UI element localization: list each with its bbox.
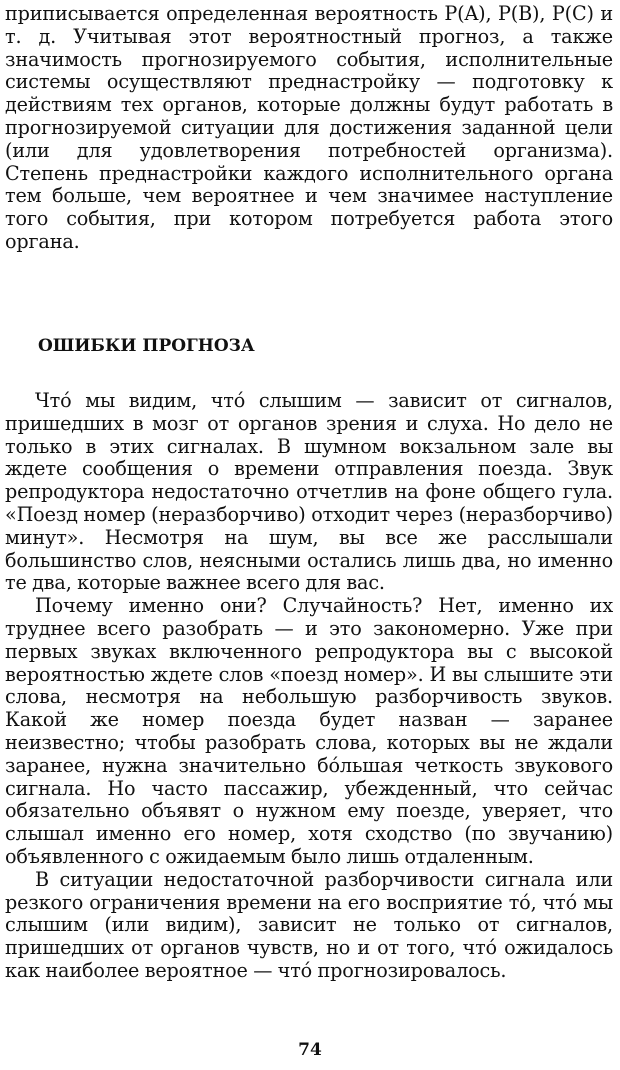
paragraph-intro: приписывается определенная вероятность P(A), P(B), P(C) и т. д. Учитывая этот вероятностный прогноз, а также значимость прогнозируемого события, исполнительные системы осуществляют преднастройку — подготовку к действиям тех органов, которые должны будут работать в прогнозируемой ситуации для достижения заданной цели (или для удовлетворения потребностей организма). Степень преднастройки каждого исполнительного органа тем больше, чем вероятнее и чем значимее наступление того события, при котором потребуется работа этого органа.	[5, 2, 613, 253]
paragraph: Что́ мы видим, что́ слышим — зависит от сигналов, пришедших в мозг от органов зрения и слуха. Но дело не только в этих сигналах. В шумном вокзальном зале вы ждете сообщения о времени отправления поезда. Звук репродуктора недостаточно отчетлив на фоне общего гула. «Поезд номер (неразборчиво) отходит через (неразборчиво) минут». Несмотря на шум, вы все же расслышали большинство слов, неясными остались лишь два, но именно те два, которые важнее всего для вас.	[5, 389, 613, 595]
section-heading: ОШИБКИ ПРОГНОЗА	[38, 336, 255, 356]
paragraph: Почему именно они? Случайность? Нет, именно их труднее всего разобрать — и это закономерно. Уже при первых звуках включенного репродуктора вы с высокой вероятностью ждете слов «поезд номер». И вы слышите эти слова, несмотря на небольшую разборчивость звуков. Какой же номер поезда будет назван — заранее неизвестно; чтобы разобрать слова, которых вы не ждали заранее, нужна значительно бо́льшая четкость звукового сигнала. Но часто пассажир, убежденный, что сейчас обязательно объявят о нужном ему поезде, уверяет, что слышал именно его номер, хотя сходство (по звучанию) объявленного с ожидаемым было лишь отдаленным.	[5, 594, 613, 868]
page-number: 74	[298, 1040, 322, 1060]
section-body	[5, 390, 613, 983]
paragraph: В ситуации недостаточной разборчивости сигнала или резкого ограничения времени на его восприятие то́, что́ мы слышим (или видим), зависит не только от сигналов, пришедших от органов чувств, но и от того, что́ ожидалось как наиболее вероятное — что́ прогнозировалось.	[5, 867, 613, 982]
